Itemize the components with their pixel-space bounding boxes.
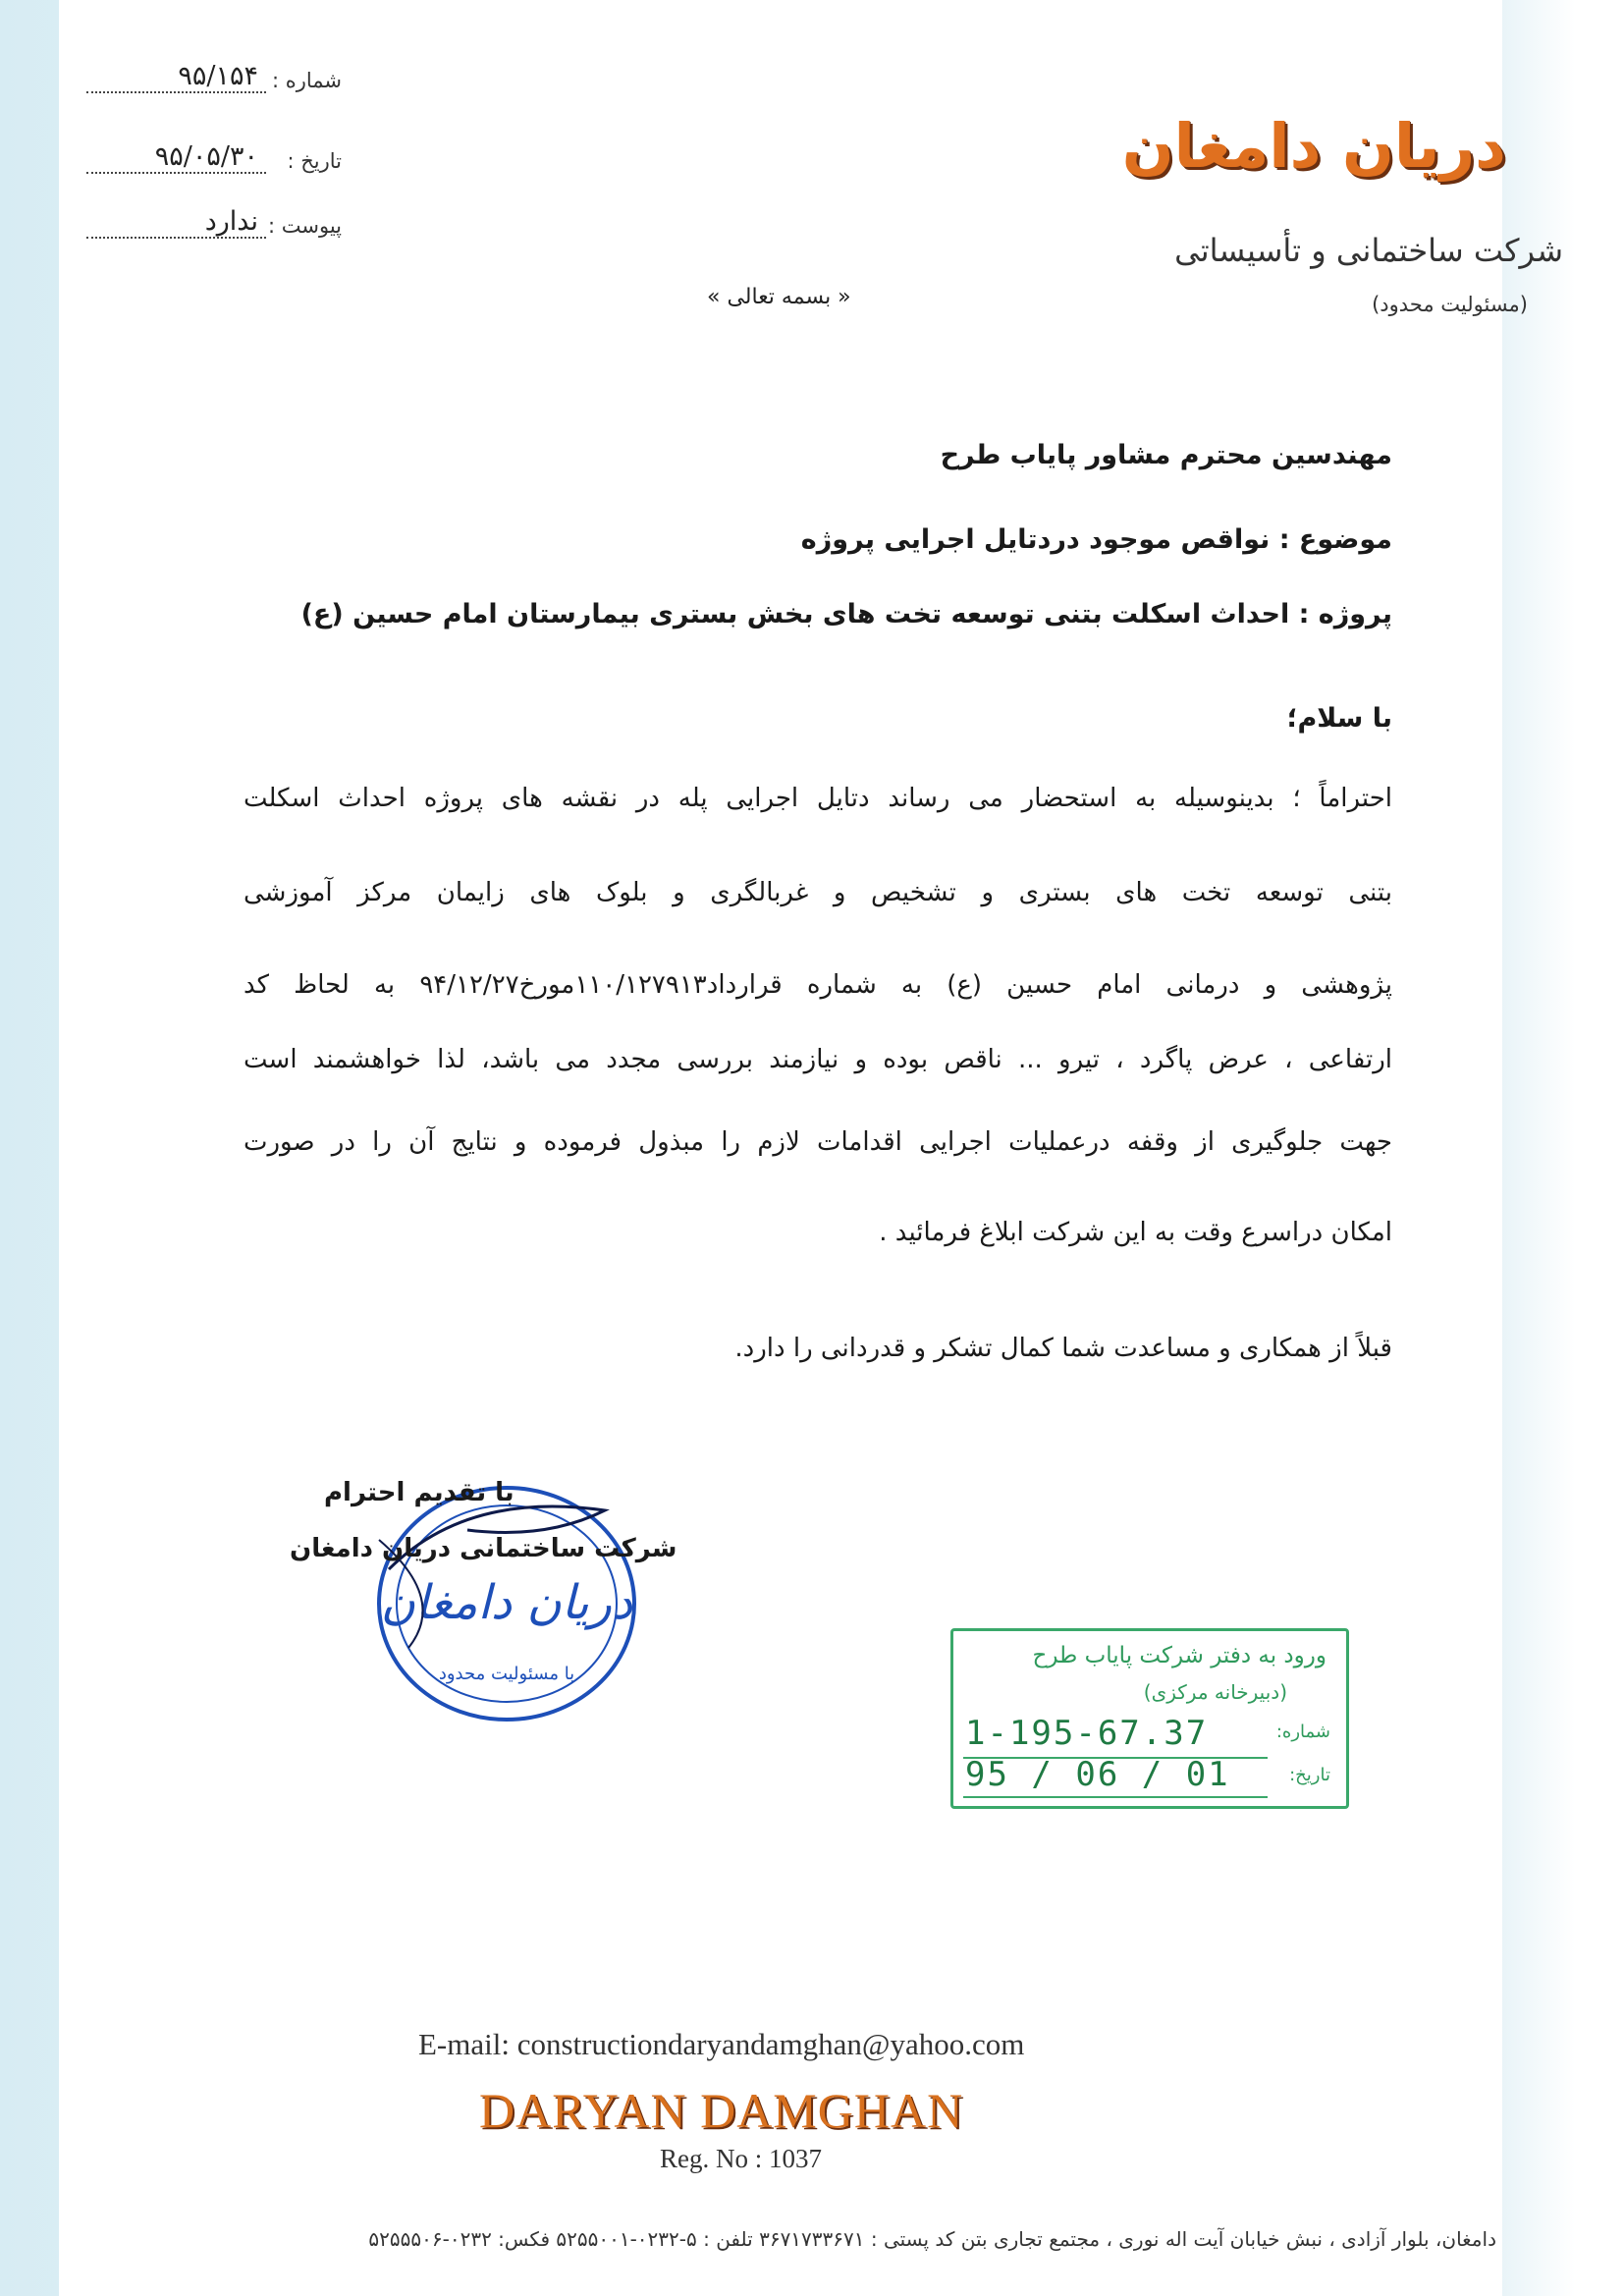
body-line-4: ارتفاعی ، عرض پاگرد ، تیرو ... ناقص بوده و نیازمند بررسی مجدد می باشد، لذا خواهشمند است [244, 1045, 1392, 1074]
company-ltd: (مسئولیت محدود) [1372, 293, 1528, 316]
reference-number-label: شماره : [271, 69, 342, 92]
received-stamp-title: ورود به دفتر شرکت پایاب طرح [1032, 1643, 1326, 1668]
seal-name: دریان دامغان [380, 1575, 633, 1630]
received-stamp-underline-2 [963, 1796, 1268, 1798]
received-stamp-date-label: تاریخ: [1289, 1765, 1330, 1785]
greeting: با سلام؛ [1286, 703, 1392, 734]
addressee: مهندسین محترم مشاور پایاب طرح [940, 440, 1392, 470]
closing-line: قبلاً از همکاری و مساعدت شما کمال تشکر و قدردانی را دارد. [734, 1334, 1392, 1363]
reference-date-value: ۹۵/۰۵/۳۰ [86, 141, 266, 174]
company-type: شرکت ساختمانی و تأسیساتی [1174, 232, 1563, 269]
footer-reg-number: Reg. No : 1037 [660, 2144, 822, 2173]
reference-attachment-label: پیوست : [268, 214, 342, 238]
received-stamp-number: 1-195-67.37 [965, 1714, 1209, 1753]
footer-brand: DARYAN DAMGHAN [479, 2083, 964, 2138]
company-logo: دریان دامغان [1121, 110, 1506, 182]
page-edge [1502, 0, 1624, 2296]
signature-company: شرکت ساختمانی دریان دامغان [290, 1534, 677, 1563]
footer-email: E-mail: constructiondaryandamghan@yahoo.com [418, 2027, 1025, 2061]
project-line: پروژه : احداث اسکلت بتنی توسعه تخت های بخش بستری بیمارستان امام حسین (ع) [300, 599, 1392, 629]
body-line-1: احتراماً ؛ بدینوسیله به استحضار می رساند دتایل اجرایی پله در نقشه های پروژه احداث اسکلت [244, 784, 1392, 813]
seal-subtext: با مسئولیت محدود [438, 1664, 575, 1684]
received-stamp [950, 1628, 1349, 1809]
reference-number-value: ۹۵/۱۵۴ [86, 61, 266, 93]
subject-line: موضوع : نواقص موجود دردتایل اجرایی پروژه [800, 524, 1392, 555]
reference-attachment [86, 206, 342, 253]
received-stamp-date: 95 / 06 / 01 [965, 1755, 1230, 1794]
reference-date [86, 141, 342, 189]
reference-attachment-value: ندارد [86, 206, 266, 239]
body-line-5: جهت جلوگیری از وقفه درعملیات اجرایی اقدامات لازم را مبذول فرموده و نتایج آن را در صورت [244, 1127, 1392, 1157]
body-line-3: پژوهشی و درمانی امام حسین (ع) به شماره قرارداد۱۱۰/۱۲۷۹۱۳مورخ۹۴/۱۲/۲۷ به لحاظ کد [244, 970, 1392, 1000]
reference-number [86, 61, 342, 108]
received-stamp-subtitle: (دبیرخانه مرکزی) [1143, 1680, 1287, 1704]
body-line-6: امکان دراسرع وقت به این شرکت ابلاغ فرمائید . [879, 1218, 1392, 1247]
reference-date-label: تاریخ : [287, 149, 342, 173]
signature-regards: با تقدیم احترام [324, 1478, 514, 1507]
footer-address: دامغان، بلوار آزادی ، نبش خیابان آیت اله نوری ، مجتمع تجاری بتن کد پستی : ۳۶۷۱۷۳۳۶۷۱ تلفن : ۵-۰۲۳۲-۵۲۵۵۰۰۱ فکس: ۰۲۳۲-۵۲۵۵۵۰۶ [368, 2227, 1496, 2251]
body-line-2: بتنی توسعه تخت های بستری و تشخیص و غربالگری و بلوک های زایمان مرکز آموزشی [244, 878, 1392, 907]
bismillah: « بسمه تعالی » [707, 285, 851, 309]
received-stamp-number-label: شماره: [1275, 1722, 1330, 1742]
